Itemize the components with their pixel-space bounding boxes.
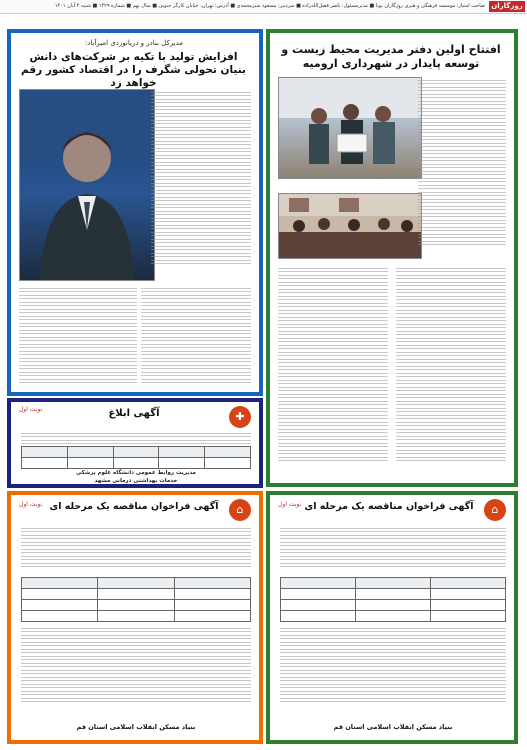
university-emblem-icon: ✚ [229, 406, 251, 428]
notice-left-tag: نوبت اول [19, 406, 43, 413]
notice-left-footer-2: خدمات بهداشتی درمانی مشهد [94, 478, 178, 484]
housing-foundation-emblem-icon: ⌂ [229, 499, 251, 521]
article-left-title: افزایش تولید با تکیه بر شرکت‌های دانش بنیان تحولی شگرف را در اقتصاد کشور رقم خواهد زد [21, 51, 246, 89]
tender-right-footer: بنیاد مسکن انقلاب اسلامی استان قم [333, 723, 453, 731]
tender-right-body-2 [280, 625, 506, 705]
notice-left-table [21, 446, 251, 469]
portrait-icon [20, 90, 154, 280]
tender-left-body-2 [21, 625, 251, 705]
article-left-panel [7, 29, 263, 396]
official-portrait-photo [19, 89, 155, 281]
article-left-column-2 [141, 285, 251, 389]
tender-left-tag: نوبت اول [19, 501, 43, 508]
article-right-photo-1 [278, 77, 422, 179]
meeting-photo-icon [279, 194, 421, 258]
tender-right-title: آگهی فراخوان مناقصه یک مرحله ای [304, 501, 474, 512]
newspaper-logo: روزگاران [489, 1, 525, 12]
notice-left-title: آگهی ابلاغ [108, 408, 160, 419]
article-left-column-3 [19, 285, 137, 389]
tender-left-title: آگهی فراخوان مناقصه یک مرحله ای [49, 501, 219, 512]
tender-right-body-1 [280, 525, 506, 570]
article-left-kicker: مدیرکل بنادر و دریانوردی امیرآباد: [84, 39, 184, 47]
tender-left-body-1 [21, 525, 251, 570]
people-photo-icon [279, 78, 421, 178]
article-right-photo-2 [278, 193, 422, 259]
article-left-column-1 [151, 89, 251, 277]
article-right-column-2 [396, 265, 506, 477]
housing-foundation-emblem-icon: ⌂ [484, 499, 506, 521]
tender-right-tag: نوبت اول [278, 501, 302, 508]
article-right-panel [266, 29, 518, 487]
notice-left-panel [7, 398, 263, 488]
tender-left-footer: بنیاد مسکن انقلاب اسلامی استان قم [76, 723, 196, 731]
masthead-info: صاحب امتیاز: موسسه فرهنگی و هنری روزگاران پویا ■ مدیرمسئول: ناصر فضل‌الله‌زاده ■ سردبیر: مسعود شیرمحمدی ■ آدرس: تهران، خیابان کارگر جنوبی ■ سال نهم ■ شماره ۱۴۲۹ ■ شنبه ۴ آبان ۱۴۰۱ [54, 3, 485, 9]
notice-left-footer-1: مدیریت روابط عمومی دانشگاه علوم پزشکی [76, 470, 196, 476]
tender-left-panel [7, 491, 263, 744]
article-right-column-1 [418, 77, 506, 255]
article-right-column-3 [278, 265, 388, 477]
masthead [0, 0, 527, 14]
article-right-title: افتتاح اولین دفتر مدیریت محیط زیست و توسعه پایدار در شهرداری ارومیه [281, 43, 501, 70]
tender-right-panel [266, 491, 518, 744]
tender-right-table [280, 577, 506, 622]
tender-left-table [21, 577, 251, 622]
